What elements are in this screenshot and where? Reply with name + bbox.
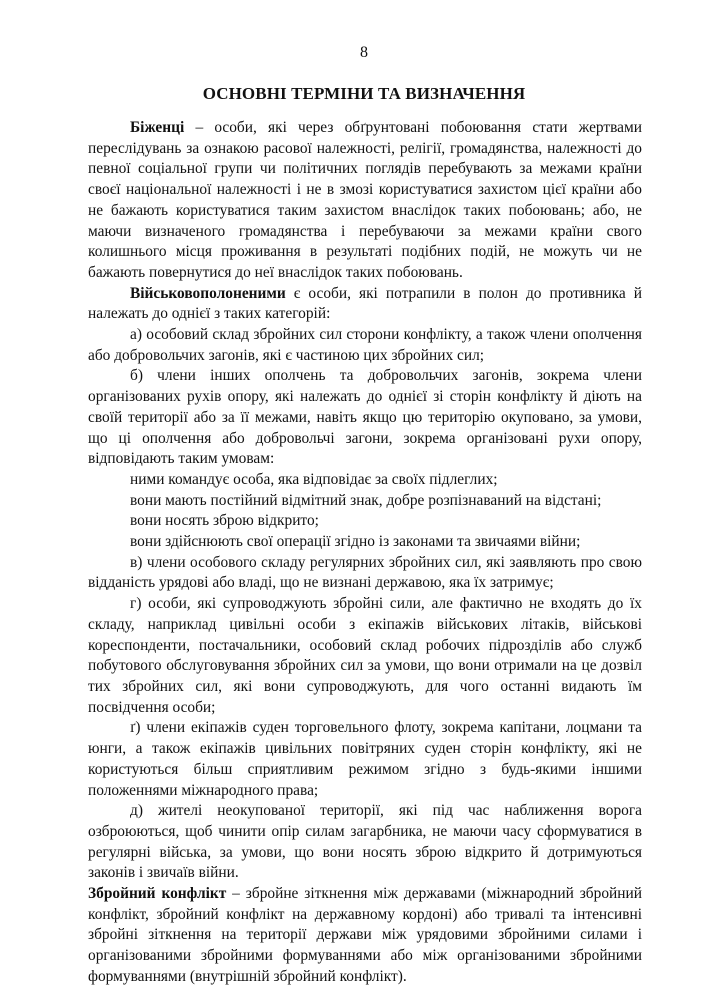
term-armed-conflict: Збройний конфлікт [88, 885, 227, 903]
definition-prisoners-of-war [88, 284, 642, 325]
page-number: 8 [360, 44, 368, 61]
definition-text: – особи, які через обґрунтовані побоювання стати жертвами переслідувань за ознакою расової належності, релігії, громадянства, належності до певної соціальної групи чи політичних поглядів перебувають за межами країни своєї національної належності і не в змозі користуватися захистом цієї країни або не бажають користуватися таким захистом внаслідок таких побоювань; або, не маючи визначеного громадянства і перебуваючи за межами країни свого колишнього місця проживання в результаті подібних подій, не можуть чи не бажають повернутися до неї внаслідок таких побоювань. [88, 119, 642, 281]
category-item: а) особовий склад збройних сил сторони конфлікту, а також члени ополчення або добровольчих загонів, які є частиною цих збройних сил; [88, 326, 642, 364]
definition-armed-conflict [88, 884, 642, 988]
page-title: ОСНОВНІ ТЕРМІНИ ТА ВИЗНАЧЕННЯ [202, 84, 526, 103]
category-item: б) члени інших ополчень та добровольчих загонів, зокрема члени організованих рухів опору, які належать до однієї зі сторін конфлікту й діють на своїй території або за її межами, навіть якщо цю територію окуповано, за умови, що ці ополчення або добровольчі загони, зокрема організовані рухи опору, відповідають таким умовам: [88, 367, 642, 468]
condition-item: вони мають постійний відмітний знак, добре розпізнаваний на відстані; [130, 491, 602, 509]
category-item: д) жителі неокупованої території, які під час наближення ворога озброюються, щоб чинити опір силам загарбника, не маючи часу сформуватися в регулярні війська, за умови, що вони носять зброю відкрито й дотримуються законів і звичаїв війни. [88, 802, 642, 882]
category-item: ґ) члени екіпажів суден торговельного флоту, зокрема капітани, лоцмани та юнги, а також екіпажів цивільних повітряних суден сторін конфлікту, які не користуються більш сприятливим режимом згідно з будь-якими іншими положеннями міжнародного права; [88, 719, 642, 799]
condition-item: вони носять зброю відкрито; [130, 512, 319, 530]
term-prisoners-of-war: Військовополоненими [130, 284, 286, 302]
condition-item: вони здійснюють свої операції згідно із законами та звичаями війни; [130, 533, 581, 551]
definition-text: є особи, які потрапили в полон до противника й належать до однієї з таких категорій: [88, 284, 642, 323]
definition-text: – збройне зіткнення між державами (міжнародний збройний конфлікт, збройний конфлікт на державному кордоні) або тривалі та інтенсивні збройні зіткнення на території держави між урядовими збройними силами і організованими збройними формуваннями або між організованими збройними формуваннями (внутрішній збройний конфлікт). [88, 885, 642, 985]
category-item: в) члени особового складу регулярних збройних сил, які заявляють про свою відданість урядові або владі, що не визнані державою, яка їх затримує; [88, 553, 642, 592]
condition-item: ними командує особа, яка відповідає за своїх підлеглих; [130, 470, 498, 488]
definition-refugees [88, 118, 642, 284]
term-refugees: Біженці [130, 119, 185, 136]
category-item: г) особи, які супроводжують збройні сили, але фактично не входять до їх складу, наприклад цивільні особи з екіпажів військових літаків, військові кореспонденти, постачальники, особовий склад робочих підрозділів або служб побутового обслуговування збройних сил за умови, що вони отримали на це дозвіл тих збройних сил, які вони супроводжують, для чого останні видають їм посвідчення особи; [88, 595, 642, 716]
document-body [88, 118, 642, 988]
